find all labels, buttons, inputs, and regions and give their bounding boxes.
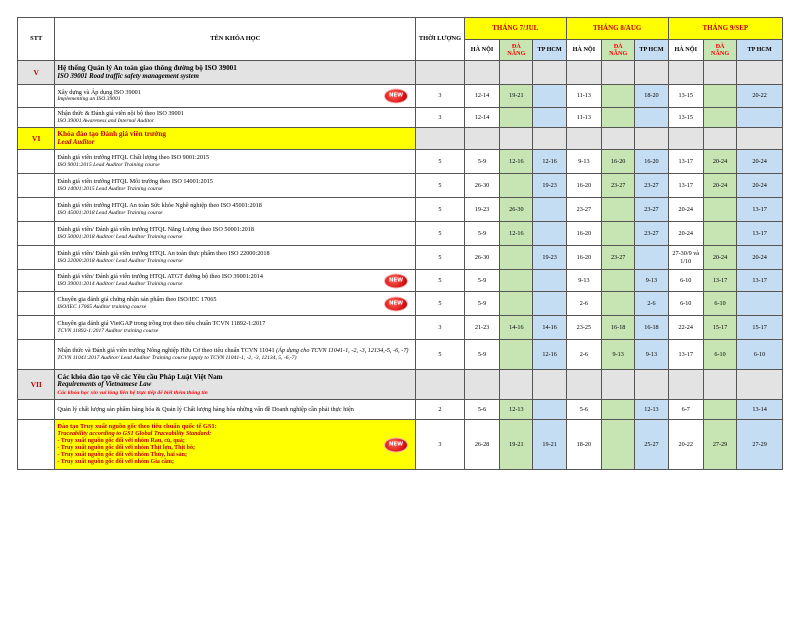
course-title-en: ISO 39001 Awareness and Internal Auditor (57, 117, 155, 124)
date-sep-hanoi: 6-10 (668, 270, 703, 292)
date-jul-hcm: 19-21 (533, 420, 566, 470)
course-title-vn-text: Đánh giá viên trưởng HTQL Chất lượng theo ISO 9001:2015 (57, 154, 210, 162)
header-duration: THỜI LƯỢNG (416, 18, 465, 61)
section-number: VII (18, 370, 55, 400)
course-name (55, 85, 416, 108)
course-duration: 5 (416, 222, 465, 246)
empty-cell (635, 128, 668, 150)
course-name (55, 400, 416, 420)
empty-cell (668, 61, 703, 85)
date-sep-danang: 20-24 (703, 150, 736, 174)
date-jul-hanoi: 5-6 (464, 400, 499, 420)
course-title-en: ISO 50001:2018 Auditor/ Lead Auditor Training course (57, 233, 183, 240)
date-jul-hanoi: 12-14 (464, 108, 499, 128)
date-aug-hanoi: 2-6 (566, 340, 601, 370)
course-title-vn-text: Đánh giá viên trưởng HTQL An toàn Sức khỏe Nghề nghiệp theo ISO 45001:2018 (57, 202, 262, 210)
date-jul-hanoi: 21-23 (464, 316, 499, 340)
course-title-vn (57, 273, 413, 280)
empty-cell (566, 61, 601, 85)
date-aug-danang (602, 85, 635, 108)
course-duration: 3 (416, 316, 465, 340)
date-jul-hanoi: 19-23 (464, 198, 499, 222)
course-row (18, 340, 783, 370)
row-number-cell (18, 340, 55, 370)
date-jul-hcm: 14-16 (533, 316, 566, 340)
date-jul-hcm (533, 198, 566, 222)
empty-cell (566, 370, 601, 400)
empty-cell (464, 61, 499, 85)
empty-cell (500, 370, 533, 400)
date-jul-hanoi: 5-9 (464, 150, 499, 174)
section-title-en: Lead Auditor (57, 138, 95, 146)
date-aug-danang: 16-20 (602, 150, 635, 174)
empty-cell (635, 370, 668, 400)
date-sep-hanoi: 27-30/9 và 1/10 (668, 246, 703, 270)
course-subitem: - Truy xuất nguồn gốc đối với nhóm Rau, củ, quả; (57, 437, 185, 444)
date-sep-danang: 15-17 (703, 316, 736, 340)
date-aug-hcm: 9-13 (635, 340, 668, 370)
section-title-vn: Hệ thống Quản lý An toàn giao thông đường bộ ISO 39001 (57, 64, 237, 73)
section-number: V (18, 61, 55, 85)
date-jul-hanoi: 5-9 (464, 222, 499, 246)
date-jul-danang (500, 340, 533, 370)
course-name (55, 108, 416, 128)
course-title-en: TCVN 11041:2017 Auditor/ Lead Auditor Training course (apply to TCVN 11041-1, -2, -3, 12134, 5, -6,-7) (57, 354, 297, 361)
new-badge-icon: NEW (385, 90, 407, 103)
course-name (55, 316, 416, 340)
date-jul-hanoi: 5-9 (464, 340, 499, 370)
date-jul-hcm (533, 292, 566, 316)
section-row (18, 61, 783, 85)
date-aug-hanoi: 18-20 (566, 420, 601, 470)
course-name (55, 270, 416, 292)
empty-cell (533, 128, 566, 150)
section-number: VI (18, 128, 55, 150)
date-aug-danang (602, 270, 635, 292)
course-row (18, 222, 783, 246)
header-jul-hcm: TP HCM (533, 40, 566, 61)
course-title-en: ISO 39001:2014 Auditor/ Lead Auditor Training course (57, 280, 183, 287)
course-title-vn-text: Nhận thức và Đánh giá viên trưởng Nông nghiệp Hữu Cơ theo tiêu chuẩn TCVN 11041 (57, 347, 275, 355)
empty-cell (703, 370, 736, 400)
course-title-vn (57, 250, 413, 257)
section-title-vn: Các khóa đào tạo về các Yêu cầu Pháp Luật Việt Nam (57, 372, 223, 381)
empty-cell (533, 370, 566, 400)
course-title-vn-text: Nhận thức & Đánh giá viên nội bộ theo ISO 39001 (57, 110, 184, 118)
course-name (55, 292, 416, 316)
date-aug-hcm (635, 108, 668, 128)
date-aug-hcm: 25-27 (635, 420, 668, 470)
date-aug-hanoi: 16-20 (566, 222, 601, 246)
date-jul-hcm (533, 270, 566, 292)
date-aug-danang: 23-27 (602, 174, 635, 198)
course-row (18, 292, 783, 316)
date-jul-hcm: 12-16 (533, 150, 566, 174)
date-sep-hanoi: 22-24 (668, 316, 703, 340)
new-badge-icon: NEW (385, 274, 407, 287)
course-duration: 3 (416, 420, 465, 470)
date-sep-hcm: 20-24 (737, 150, 783, 174)
date-sep-hcm: 20-24 (737, 246, 783, 270)
date-aug-hanoi: 5-6 (566, 400, 601, 420)
date-aug-danang (602, 222, 635, 246)
header-sep-danang: ĐÀ NẴNG (703, 40, 736, 61)
course-title-vn-text: Chuyên gia đánh giá chứng nhận sản phẩm theo ISO/IEC 17065 (57, 296, 217, 304)
new-badge-icon: NEW (385, 438, 407, 451)
course-row (18, 174, 783, 198)
section-row (18, 370, 783, 400)
course-title-vn (57, 226, 413, 233)
date-aug-danang (602, 108, 635, 128)
course-title-vn (57, 406, 413, 413)
course-name (55, 246, 416, 270)
date-aug-hanoi: 16-20 (566, 174, 601, 198)
date-sep-danang: 20-24 (703, 174, 736, 198)
course-title-vn-text: Chuyên gia đánh giá VietGAP trong trồng trọt theo tiêu chuẩn TCVN 11892-1:2017 (57, 320, 266, 328)
empty-cell (416, 128, 465, 150)
date-aug-danang: 9-13 (602, 340, 635, 370)
row-number-cell (18, 270, 55, 292)
date-jul-hcm (533, 85, 566, 108)
course-schedule-sheet (17, 17, 783, 470)
date-sep-hcm (737, 108, 783, 128)
date-sep-danang: 6-10 (703, 340, 736, 370)
course-title-en: ISO/IEC 17065 Auditor training course (57, 303, 147, 310)
date-aug-hcm: 12-13 (635, 400, 668, 420)
course-duration: 5 (416, 150, 465, 174)
date-jul-danang: 14-16 (500, 316, 533, 340)
date-aug-danang (602, 420, 635, 470)
date-aug-hanoi: 9-13 (566, 270, 601, 292)
empty-cell (500, 128, 533, 150)
date-jul-danang (500, 292, 533, 316)
row-number-cell (18, 246, 55, 270)
course-subitem: - Truy xuất nguồn gốc đối với nhóm Thủy, hải sản; (57, 452, 187, 459)
date-aug-hcm: 16-18 (635, 316, 668, 340)
row-number-cell (18, 316, 55, 340)
date-sep-hcm: 20-24 (737, 174, 783, 198)
empty-cell (737, 61, 783, 85)
date-sep-hanoi: 6-10 (668, 292, 703, 316)
course-duration: 5 (416, 340, 465, 370)
header-jul-danang: ĐÀ NẴNG (500, 40, 533, 61)
course-subitem: - Truy xuất nguồn gốc đối với nhóm Thịt lợn, Thịt bò; (57, 444, 195, 451)
empty-cell (416, 370, 465, 400)
course-title-vn (57, 347, 413, 354)
date-sep-hanoi: 6-7 (668, 400, 703, 420)
course-title-en: Implementing an ISO 39001 (57, 96, 121, 103)
date-sep-danang: 13-17 (703, 270, 736, 292)
date-jul-danang: 26-30 (500, 198, 533, 222)
header-sep-hcm: TP HCM (737, 40, 783, 61)
course-title-vn-text: Quản lý chất lượng sản phẩm hàng hóa & Quản lý Chất lượng hàng hóa những vấn đề Doanh nghiệp cần phải thực hiện (57, 405, 354, 413)
course-row (18, 108, 783, 128)
empty-cell (464, 128, 499, 150)
date-jul-hanoi: 26-30 (464, 246, 499, 270)
date-jul-danang: 12-16 (500, 222, 533, 246)
empty-cell (668, 370, 703, 400)
date-sep-hanoi: 20-24 (668, 222, 703, 246)
date-sep-hcm: 6-10 (737, 340, 783, 370)
date-jul-danang (500, 108, 533, 128)
course-duration: 5 (416, 292, 465, 316)
date-jul-hcm (533, 108, 566, 128)
header-sep-hanoi: HÀ NỘI (668, 40, 703, 61)
empty-cell (602, 61, 635, 85)
row-number-cell (18, 198, 55, 222)
empty-cell (500, 61, 533, 85)
row-number-cell (18, 174, 55, 198)
date-sep-danang (703, 222, 736, 246)
date-sep-danang (703, 85, 736, 108)
course-row (18, 420, 783, 470)
date-sep-hcm: 20-22 (737, 85, 783, 108)
date-jul-hanoi: 26-28 (464, 420, 499, 470)
date-jul-danang: 12-13 (500, 400, 533, 420)
course-schedule-table (17, 17, 783, 470)
date-sep-hanoi: 13-15 (668, 108, 703, 128)
date-jul-hanoi: 12-14 (464, 85, 499, 108)
date-jul-danang (500, 174, 533, 198)
date-sep-danang: 20-24 (703, 246, 736, 270)
course-row (18, 85, 783, 108)
empty-cell (602, 370, 635, 400)
course-title-vn-text: Đánh giá viên/ Đánh giá viên trưởng HTQL ATGT đường bộ theo ISO 39001:2014 (57, 273, 263, 281)
course-title-en: TCVN 11892-1:2017 Auditor training course (57, 327, 159, 334)
date-aug-danang: 16-18 (602, 316, 635, 340)
course-title-en: ISO 22000:2018 Auditor/ Lead Auditor Training course (57, 257, 183, 264)
empty-cell (703, 128, 736, 150)
date-aug-hcm (635, 246, 668, 270)
new-badge-icon: NEW (385, 297, 407, 310)
course-name (55, 198, 416, 222)
row-number-cell (18, 85, 55, 108)
date-aug-hcm: 23-27 (635, 198, 668, 222)
empty-cell (464, 370, 499, 400)
course-name (55, 174, 416, 198)
date-aug-danang: 23-27 (602, 246, 635, 270)
date-sep-hanoi: 13-17 (668, 174, 703, 198)
course-title-vn (57, 320, 413, 327)
row-number-cell (18, 292, 55, 316)
date-jul-danang: 19-21 (500, 420, 533, 470)
header-jul-hanoi: HÀ NỘI (464, 40, 499, 61)
date-aug-hanoi: 23-27 (566, 198, 601, 222)
course-name (55, 150, 416, 174)
date-aug-hanoi: 2-6 (566, 292, 601, 316)
date-jul-danang: 12-16 (500, 150, 533, 174)
empty-cell (635, 61, 668, 85)
section-note: Các khóa học xin vui lòng liên hệ trực tiếp để biết thêm thông tin (57, 389, 208, 396)
date-sep-danang (703, 400, 736, 420)
header-month-aug: THÁNG 8/AUG (566, 18, 668, 40)
course-title-en: ISO 9001:2015 Lead Auditor Training course (57, 161, 160, 168)
row-number-cell (18, 400, 55, 420)
header-aug-hanoi: HÀ NỘI (566, 40, 601, 61)
empty-cell (703, 61, 736, 85)
header-aug-hcm: TP HCM (635, 40, 668, 61)
course-title-vn-text: Đánh giá viên trưởng HTQL Môi trường theo ISO 14001:2015 (57, 178, 213, 186)
course-title-vn-text: Đánh giá viên/ Đánh giá viên trưởng HTQL Năng Lượng theo ISO 50001:2018 (57, 226, 254, 234)
date-aug-danang (602, 400, 635, 420)
date-sep-hanoi: 13-17 (668, 150, 703, 174)
course-title-vn (57, 178, 413, 185)
date-jul-hcm: 12-16 (533, 340, 566, 370)
date-jul-hanoi: 5-9 (464, 270, 499, 292)
empty-cell (602, 128, 635, 150)
date-sep-danang (703, 198, 736, 222)
header-aug-danang: ĐÀ NẴNG (602, 40, 635, 61)
date-sep-hcm: 13-17 (737, 222, 783, 246)
section-title (55, 128, 416, 150)
date-aug-hanoi: 11-13 (566, 108, 601, 128)
course-name (55, 340, 416, 370)
date-jul-hcm: 19-23 (533, 174, 566, 198)
date-aug-hcm: 16-20 (635, 150, 668, 174)
date-sep-hanoi: 13-15 (668, 85, 703, 108)
course-title-vn-text: Xây dựng và Áp dụng ISO 39001 (57, 88, 141, 96)
date-aug-hcm: 23-27 (635, 174, 668, 198)
date-jul-hcm (533, 400, 566, 420)
course-duration: 3 (416, 108, 465, 128)
course-row (18, 270, 783, 292)
date-aug-hanoi: 16-20 (566, 246, 601, 270)
course-duration: 2 (416, 400, 465, 420)
date-sep-hcm: 13-14 (737, 400, 783, 420)
course-row (18, 400, 783, 420)
course-duration: 5 (416, 246, 465, 270)
date-jul-hcm: 19-23 (533, 246, 566, 270)
course-row (18, 246, 783, 270)
date-aug-hcm: 23-27 (635, 222, 668, 246)
date-aug-danang (602, 198, 635, 222)
date-jul-hanoi: 5-9 (464, 292, 499, 316)
course-title-vn: Đào tạo Truy xuất nguồn gốc theo tiêu chuẩn quốc tế GS1: (57, 422, 217, 430)
course-row (18, 150, 783, 174)
header-course-name: TÊN KHÓA HỌC (55, 18, 416, 61)
date-jul-danang (500, 270, 533, 292)
date-sep-hanoi: 20-22 (668, 420, 703, 470)
course-title-vn-note: (Áp dụng cho TCVN 11041-1, -2, -3, 12134,-5, -6, -7) (276, 347, 409, 355)
section-title-en: ISO 39001 Road traffic safety management system (57, 72, 199, 80)
course-row (18, 198, 783, 222)
course-title-en: ISO 14001:2015 Lead Auditor Training course (57, 185, 163, 192)
date-jul-danang (500, 246, 533, 270)
empty-cell (737, 128, 783, 150)
section-row (18, 128, 783, 150)
row-number-cell (18, 108, 55, 128)
course-title-vn-text: Đánh giá viên/ Đánh giá viên trưởng HTQL An toàn thực phẩm theo ISO 22000:2018 (57, 250, 270, 258)
date-jul-danang: 19-21 (500, 85, 533, 108)
date-sep-hcm: 13-17 (737, 198, 783, 222)
date-aug-hanoi: 9-13 (566, 150, 601, 174)
course-duration: 3 (416, 85, 465, 108)
row-number-cell (18, 420, 55, 470)
course-title-en: Traceability according to GS1 Global Traceability Standard: (57, 430, 212, 438)
empty-cell (737, 370, 783, 400)
course-title-vn (57, 154, 413, 161)
row-number-cell (18, 150, 55, 174)
section-title (55, 61, 416, 85)
row-number-cell (18, 222, 55, 246)
empty-cell (668, 128, 703, 150)
course-title-en: ISO 45001:2018 Lead Auditor Training course (57, 209, 163, 216)
course-name (55, 222, 416, 246)
date-aug-hcm: 18-20 (635, 85, 668, 108)
date-aug-hcm: 9-13 (635, 270, 668, 292)
section-title (55, 370, 416, 400)
header-month-jul: THÁNG 7/JUL (464, 18, 566, 40)
date-sep-danang: 6-10 (703, 292, 736, 316)
date-sep-hcm (737, 292, 783, 316)
date-sep-hanoi: 13-17 (668, 340, 703, 370)
date-sep-hanoi: 20-24 (668, 198, 703, 222)
date-aug-hanoi: 11-13 (566, 85, 601, 108)
course-row (18, 316, 783, 340)
course-title-vn (57, 110, 413, 117)
empty-cell (533, 61, 566, 85)
date-sep-danang (703, 108, 736, 128)
course-title-vn (57, 296, 413, 303)
empty-cell (566, 128, 601, 150)
header-stt: STT (18, 18, 55, 61)
date-sep-hcm: 15-17 (737, 316, 783, 340)
date-aug-hcm: 2-6 (635, 292, 668, 316)
section-title-vn: Khóa đào tạo Đánh giá viên trưởng (57, 130, 166, 139)
course-duration: 5 (416, 174, 465, 198)
section-title-en: Requirements of Vietnamese Law (57, 381, 152, 389)
header-month-sep: THÁNG 9/SEP (668, 18, 782, 40)
schedule-body (18, 61, 783, 470)
date-jul-hanoi: 26-30 (464, 174, 499, 198)
date-aug-danang (602, 292, 635, 316)
date-jul-hcm (533, 222, 566, 246)
empty-cell (416, 61, 465, 85)
date-sep-hcm: 13-17 (737, 270, 783, 292)
date-sep-danang: 27-29 (703, 420, 736, 470)
course-title-vn (57, 202, 413, 209)
course-duration: 5 (416, 270, 465, 292)
date-aug-hanoi: 23-25 (566, 316, 601, 340)
course-title-vn (57, 89, 413, 96)
course-subitem: - Truy xuất nguồn gốc đối với nhóm Gia cầm; (57, 459, 175, 466)
course-name (55, 420, 416, 470)
date-sep-hcm: 27-29 (737, 420, 783, 470)
course-duration: 5 (416, 198, 465, 222)
